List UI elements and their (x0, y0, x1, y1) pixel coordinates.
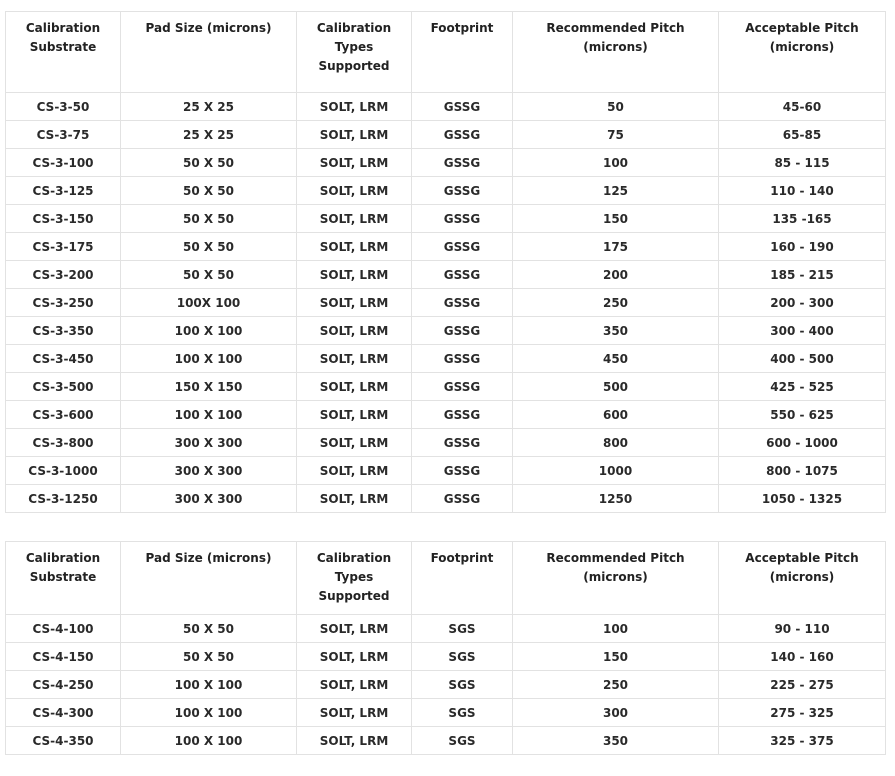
cell-rec-pitch: 1250 (513, 485, 719, 513)
cell-pad-size: 300 X 300 (121, 485, 297, 513)
cell-cal-types: SOLT, LRM (297, 429, 412, 457)
cell-footprint: GSSG (412, 345, 513, 373)
cell-acc-pitch: 550 - 625 (719, 401, 886, 429)
cell-footprint: GSSG (412, 429, 513, 457)
table-row (6, 317, 886, 345)
table-row (6, 289, 886, 317)
cell-footprint: GSSG (412, 373, 513, 401)
cell-rec-pitch: 500 (513, 373, 719, 401)
header-row-2 (6, 542, 886, 615)
cell-substrate: CS-4-350 (6, 727, 121, 755)
table-row (6, 485, 886, 513)
header-rec-pitch: Recommended Pitch (microns) (513, 542, 719, 615)
cell-cal-types: SOLT, LRM (297, 317, 412, 345)
cell-substrate: CS-4-300 (6, 699, 121, 727)
cell-substrate: CS-3-500 (6, 373, 121, 401)
cell-cal-types: SOLT, LRM (297, 485, 412, 513)
cell-cal-types: SOLT, LRM (297, 727, 412, 755)
cell-footprint: GSSG (412, 457, 513, 485)
header-cal-types: Calibration Types Supported (297, 542, 412, 615)
table-row (6, 457, 886, 485)
header-pad-size: Pad Size (microns) (121, 542, 297, 615)
cell-rec-pitch: 350 (513, 727, 719, 755)
cell-rec-pitch: 350 (513, 317, 719, 345)
cell-pad-size: 100 X 100 (121, 345, 297, 373)
cell-pad-size: 300 X 300 (121, 429, 297, 457)
table-row (6, 205, 886, 233)
cell-rec-pitch: 450 (513, 345, 719, 373)
header-cal-types: Calibration Types Supported (297, 12, 412, 93)
cell-footprint: GSSG (412, 121, 513, 149)
cell-rec-pitch: 125 (513, 177, 719, 205)
cell-rec-pitch: 100 (513, 149, 719, 177)
cell-acc-pitch: 300 - 400 (719, 317, 886, 345)
cell-cal-types: SOLT, LRM (297, 699, 412, 727)
cell-footprint: SGS (412, 615, 513, 643)
cell-cal-types: SOLT, LRM (297, 373, 412, 401)
cell-pad-size: 300 X 300 (121, 457, 297, 485)
cell-footprint: SGS (412, 643, 513, 671)
cell-acc-pitch: 800 - 1075 (719, 457, 886, 485)
table-row (6, 345, 886, 373)
cell-acc-pitch: 140 - 160 (719, 643, 886, 671)
cell-pad-size: 50 X 50 (121, 615, 297, 643)
table-row (6, 615, 886, 643)
header-acc-pitch: Acceptable Pitch (microns) (719, 542, 886, 615)
cell-pad-size: 100 X 100 (121, 671, 297, 699)
cell-acc-pitch: 45-60 (719, 93, 886, 121)
cell-rec-pitch: 300 (513, 699, 719, 727)
header-pad-size: Pad Size (microns) (121, 12, 297, 93)
table-row (6, 177, 886, 205)
cell-pad-size: 50 X 50 (121, 261, 297, 289)
cell-substrate: CS-3-50 (6, 93, 121, 121)
cell-footprint: SGS (412, 699, 513, 727)
cell-cal-types: SOLT, LRM (297, 261, 412, 289)
cell-cal-types: SOLT, LRM (297, 93, 412, 121)
table-row (6, 671, 886, 699)
cell-acc-pitch: 185 - 215 (719, 261, 886, 289)
cell-acc-pitch: 110 - 140 (719, 177, 886, 205)
header-footprint: Footprint (412, 542, 513, 615)
cell-cal-types: SOLT, LRM (297, 149, 412, 177)
cell-footprint: GSSG (412, 177, 513, 205)
cell-rec-pitch: 175 (513, 233, 719, 261)
cell-acc-pitch: 425 - 525 (719, 373, 886, 401)
table-row (6, 727, 886, 755)
cell-acc-pitch: 135 -165 (719, 205, 886, 233)
cell-rec-pitch: 250 (513, 289, 719, 317)
cell-rec-pitch: 150 (513, 643, 719, 671)
table-body (6, 12, 886, 755)
cell-footprint: GSSG (412, 485, 513, 513)
cell-acc-pitch: 325 - 375 (719, 727, 886, 755)
cell-acc-pitch: 90 - 110 (719, 615, 886, 643)
cell-substrate: CS-3-75 (6, 121, 121, 149)
cell-substrate: CS-3-125 (6, 177, 121, 205)
header-substrate: Calibration Substrate (6, 542, 121, 615)
table-row (6, 121, 886, 149)
cell-acc-pitch: 600 - 1000 (719, 429, 886, 457)
cell-substrate: CS-3-1250 (6, 485, 121, 513)
cell-pad-size: 100 X 100 (121, 401, 297, 429)
cell-acc-pitch: 225 - 275 (719, 671, 886, 699)
cell-rec-pitch: 150 (513, 205, 719, 233)
cell-cal-types: SOLT, LRM (297, 643, 412, 671)
cell-substrate: CS-4-150 (6, 643, 121, 671)
cell-cal-types: SOLT, LRM (297, 457, 412, 485)
header-substrate: Calibration Substrate (6, 12, 121, 93)
cell-substrate: CS-4-250 (6, 671, 121, 699)
cell-pad-size: 50 X 50 (121, 177, 297, 205)
cell-substrate: CS-3-100 (6, 149, 121, 177)
cell-substrate: CS-3-1000 (6, 457, 121, 485)
cell-pad-size: 100X 100 (121, 289, 297, 317)
table-row (6, 233, 886, 261)
section-gap-row (6, 513, 886, 542)
cell-pad-size: 150 X 150 (121, 373, 297, 401)
cell-pad-size: 50 X 50 (121, 643, 297, 671)
cell-cal-types: SOLT, LRM (297, 233, 412, 261)
cell-acc-pitch: 1050 - 1325 (719, 485, 886, 513)
table-row (6, 149, 886, 177)
cell-substrate: CS-3-175 (6, 233, 121, 261)
cell-cal-types: SOLT, LRM (297, 615, 412, 643)
cell-acc-pitch: 200 - 300 (719, 289, 886, 317)
cell-cal-types: SOLT, LRM (297, 205, 412, 233)
cell-pad-size: 25 X 25 (121, 121, 297, 149)
cell-footprint: SGS (412, 671, 513, 699)
table-row (6, 643, 886, 671)
cell-cal-types: SOLT, LRM (297, 401, 412, 429)
cell-acc-pitch: 275 - 325 (719, 699, 886, 727)
cell-rec-pitch: 800 (513, 429, 719, 457)
cell-pad-size: 50 X 50 (121, 205, 297, 233)
cell-pad-size: 100 X 100 (121, 727, 297, 755)
cell-footprint: GSSG (412, 233, 513, 261)
cell-acc-pitch: 160 - 190 (719, 233, 886, 261)
header-row-1 (6, 12, 886, 93)
cell-rec-pitch: 250 (513, 671, 719, 699)
cell-rec-pitch: 200 (513, 261, 719, 289)
cell-footprint: GSSG (412, 289, 513, 317)
header-rec-pitch: Recommended Pitch (microns) (513, 12, 719, 93)
cell-substrate: CS-3-800 (6, 429, 121, 457)
cell-pad-size: 100 X 100 (121, 317, 297, 345)
cell-substrate: CS-3-450 (6, 345, 121, 373)
cell-substrate: CS-3-350 (6, 317, 121, 345)
cell-substrate: CS-3-250 (6, 289, 121, 317)
cell-acc-pitch: 65-85 (719, 121, 886, 149)
cell-footprint: GSSG (412, 205, 513, 233)
cell-footprint: GSSG (412, 261, 513, 289)
cell-cal-types: SOLT, LRM (297, 177, 412, 205)
cell-pad-size: 100 X 100 (121, 699, 297, 727)
cell-footprint: SGS (412, 727, 513, 755)
cell-rec-pitch: 1000 (513, 457, 719, 485)
cell-cal-types: SOLT, LRM (297, 289, 412, 317)
cell-footprint: GSSG (412, 401, 513, 429)
cell-footprint: GSSG (412, 149, 513, 177)
cell-cal-types: SOLT, LRM (297, 671, 412, 699)
cell-rec-pitch: 600 (513, 401, 719, 429)
table-row (6, 699, 886, 727)
cell-footprint: GSSG (412, 317, 513, 345)
table-row (6, 93, 886, 121)
cell-substrate: CS-3-150 (6, 205, 121, 233)
table-row (6, 429, 886, 457)
header-acc-pitch: Acceptable Pitch (microns) (719, 12, 886, 93)
cell-substrate: CS-4-100 (6, 615, 121, 643)
table-row (6, 261, 886, 289)
cell-substrate: CS-3-600 (6, 401, 121, 429)
cell-acc-pitch: 400 - 500 (719, 345, 886, 373)
cell-pad-size: 25 X 25 (121, 93, 297, 121)
calibration-substrate-table (5, 11, 886, 755)
cell-cal-types: SOLT, LRM (297, 121, 412, 149)
cell-rec-pitch: 75 (513, 121, 719, 149)
cell-acc-pitch: 85 - 115 (719, 149, 886, 177)
section-gap (6, 513, 886, 542)
cell-pad-size: 50 X 50 (121, 149, 297, 177)
cell-substrate: CS-3-200 (6, 261, 121, 289)
calibration-table-container (5, 11, 886, 755)
cell-cal-types: SOLT, LRM (297, 345, 412, 373)
cell-rec-pitch: 50 (513, 93, 719, 121)
table-row (6, 401, 886, 429)
cell-rec-pitch: 100 (513, 615, 719, 643)
header-footprint: Footprint (412, 12, 513, 93)
table-row (6, 373, 886, 401)
cell-pad-size: 50 X 50 (121, 233, 297, 261)
cell-footprint: GSSG (412, 93, 513, 121)
